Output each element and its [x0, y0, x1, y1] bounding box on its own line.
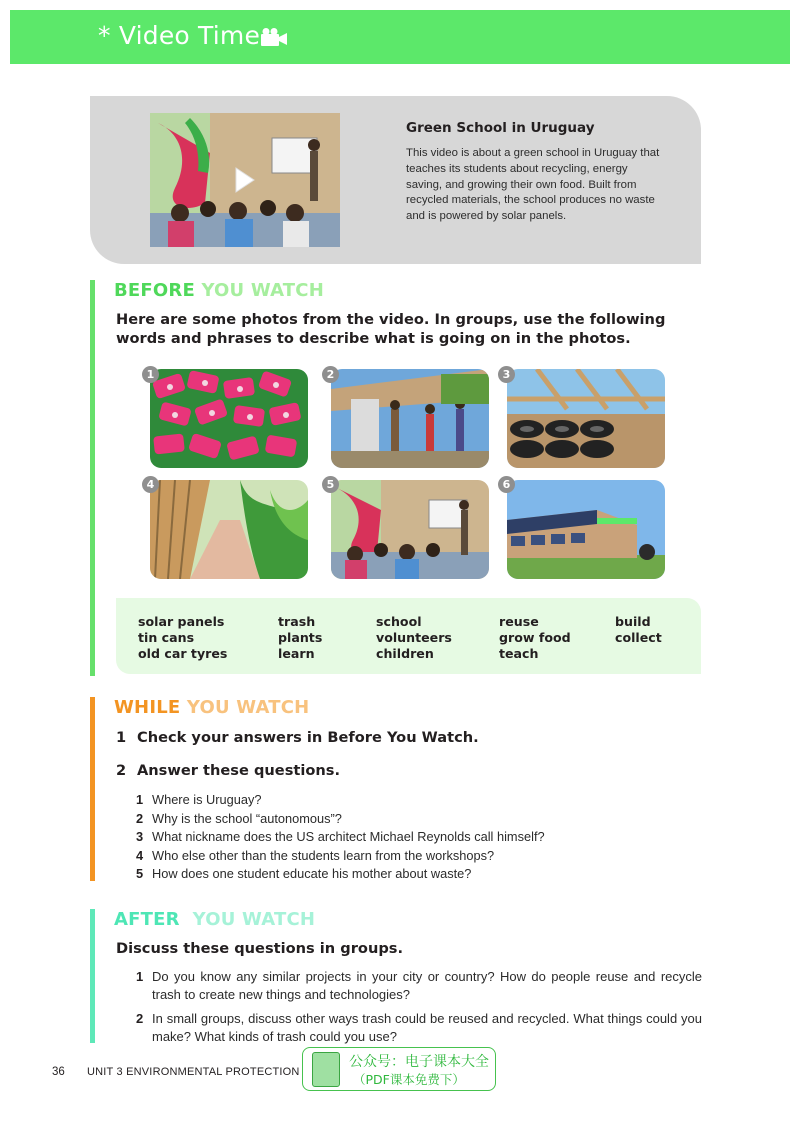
word-column-4 [499, 614, 571, 662]
while-heading-light: YOU WATCH [180, 697, 310, 718]
word: reuse [499, 614, 539, 629]
after-heading [114, 909, 315, 930]
list-item [136, 791, 545, 810]
video-description: This video is about a green school in Uruguay that teaches its students about recycling, energy saving, and growing their own food. Built from recycled materials, the school produces no waste and is powered by solar panels. [406, 147, 660, 223]
while-task-1 [116, 728, 479, 747]
question-number: 1 [136, 792, 144, 807]
word-column-5 [615, 614, 662, 646]
before-heading-light: YOU WATCH [194, 280, 324, 301]
title-banner [10, 10, 790, 64]
word: learn [278, 646, 315, 661]
question-number: 2 [136, 1011, 144, 1026]
photo-2 [331, 369, 489, 468]
before-heading [114, 280, 324, 301]
play-icon[interactable] [234, 166, 256, 198]
video-info-box [90, 96, 701, 264]
photo-number-6: 6 [498, 476, 515, 493]
before-instruction: Here are some photos from the video. In groups, use the following words and phrases to describe what is going on in the photos. [116, 311, 666, 347]
while-heading [114, 697, 309, 718]
banner-title: * Video Time [98, 21, 261, 50]
photo-number-5: 5 [322, 476, 339, 493]
photo-number-1: 1 [142, 366, 159, 383]
while-heading-strong: WHILE [114, 697, 181, 718]
task-text: Answer these questions. [137, 762, 341, 779]
word: children [376, 646, 434, 661]
word-column-3 [376, 614, 452, 662]
watermark-line-2: （PDF课本免费下） [353, 1072, 465, 1087]
photo-5 [331, 480, 489, 579]
list-item [136, 828, 545, 847]
word: tin cans [138, 630, 195, 645]
photo-3 [507, 369, 665, 468]
word: plants [278, 630, 323, 645]
word: school [376, 614, 422, 629]
after-question-2 [136, 1010, 702, 1045]
photo-number-4: 4 [142, 476, 159, 493]
before-section-bar [90, 280, 95, 676]
while-section-bar [90, 697, 95, 881]
photo-4 [150, 480, 308, 579]
question-text: Do you know any similar projects in your city or country? How do people reuse and recycle trash to create new things and technologies? [152, 969, 702, 1002]
task-number: 2 [116, 762, 127, 779]
question-number: 5 [136, 866, 144, 882]
book-icon [312, 1052, 340, 1087]
task-text: Check your answers in Before You Watch. [137, 729, 479, 746]
task-number: 1 [116, 729, 127, 746]
question-text: Who else other than the students learn from the workshops? [152, 847, 495, 863]
list-item [136, 810, 545, 829]
list-item [136, 865, 545, 884]
after-question-1 [136, 968, 702, 1003]
page-number: 36 [52, 1066, 65, 1078]
question-number: 3 [136, 829, 144, 845]
question-number: 2 [136, 810, 144, 826]
word-column-1 [138, 614, 227, 662]
word: trash [278, 614, 316, 629]
while-task-2 [116, 761, 340, 780]
word: old car tyres [138, 646, 228, 661]
word-column-2 [278, 614, 322, 662]
word: teach [499, 646, 539, 661]
question-number: 4 [136, 847, 144, 863]
after-instruction: Discuss these questions in groups. [116, 940, 404, 957]
after-heading-light: YOU WATCH [179, 909, 316, 930]
question-text: Where is Uruguay? [152, 792, 262, 807]
question-text: How does one student educate his mother about waste? [152, 866, 472, 882]
word-bank [116, 598, 701, 674]
photo-6 [507, 480, 665, 579]
photo-number-2: 2 [322, 366, 339, 383]
photo-number-3: 3 [498, 366, 515, 383]
after-section-bar [90, 909, 95, 1043]
unit-label: UNIT 3 ENVIRONMENTAL PROTECTION [87, 1066, 300, 1078]
question-text: What nickname does the US architect Michael Reynolds call himself? [152, 829, 545, 845]
before-heading-strong: BEFORE [114, 280, 195, 301]
question-text: Why is the school “autonomous”? [152, 810, 342, 826]
word: build [615, 614, 651, 629]
list-item [136, 847, 545, 866]
after-heading-strong: AFTER [114, 909, 180, 930]
video-camera-icon [260, 27, 288, 51]
word: collect [615, 630, 662, 645]
while-questions [136, 791, 545, 884]
watermark-line-1: 公众号：电子课本大全 [349, 1054, 489, 1070]
question-number: 1 [136, 969, 144, 984]
video-title: Green School in Uruguay [406, 120, 595, 136]
photo-1 [150, 369, 308, 468]
word: solar panels [138, 614, 225, 629]
watermark-stamp [302, 1047, 496, 1091]
word: grow food [499, 630, 571, 645]
question-text: In small groups, discuss other ways trash could be reused and recycled. What things could you make? What kinds of trash could you use? [152, 1011, 702, 1044]
word: volunteers [376, 630, 452, 645]
